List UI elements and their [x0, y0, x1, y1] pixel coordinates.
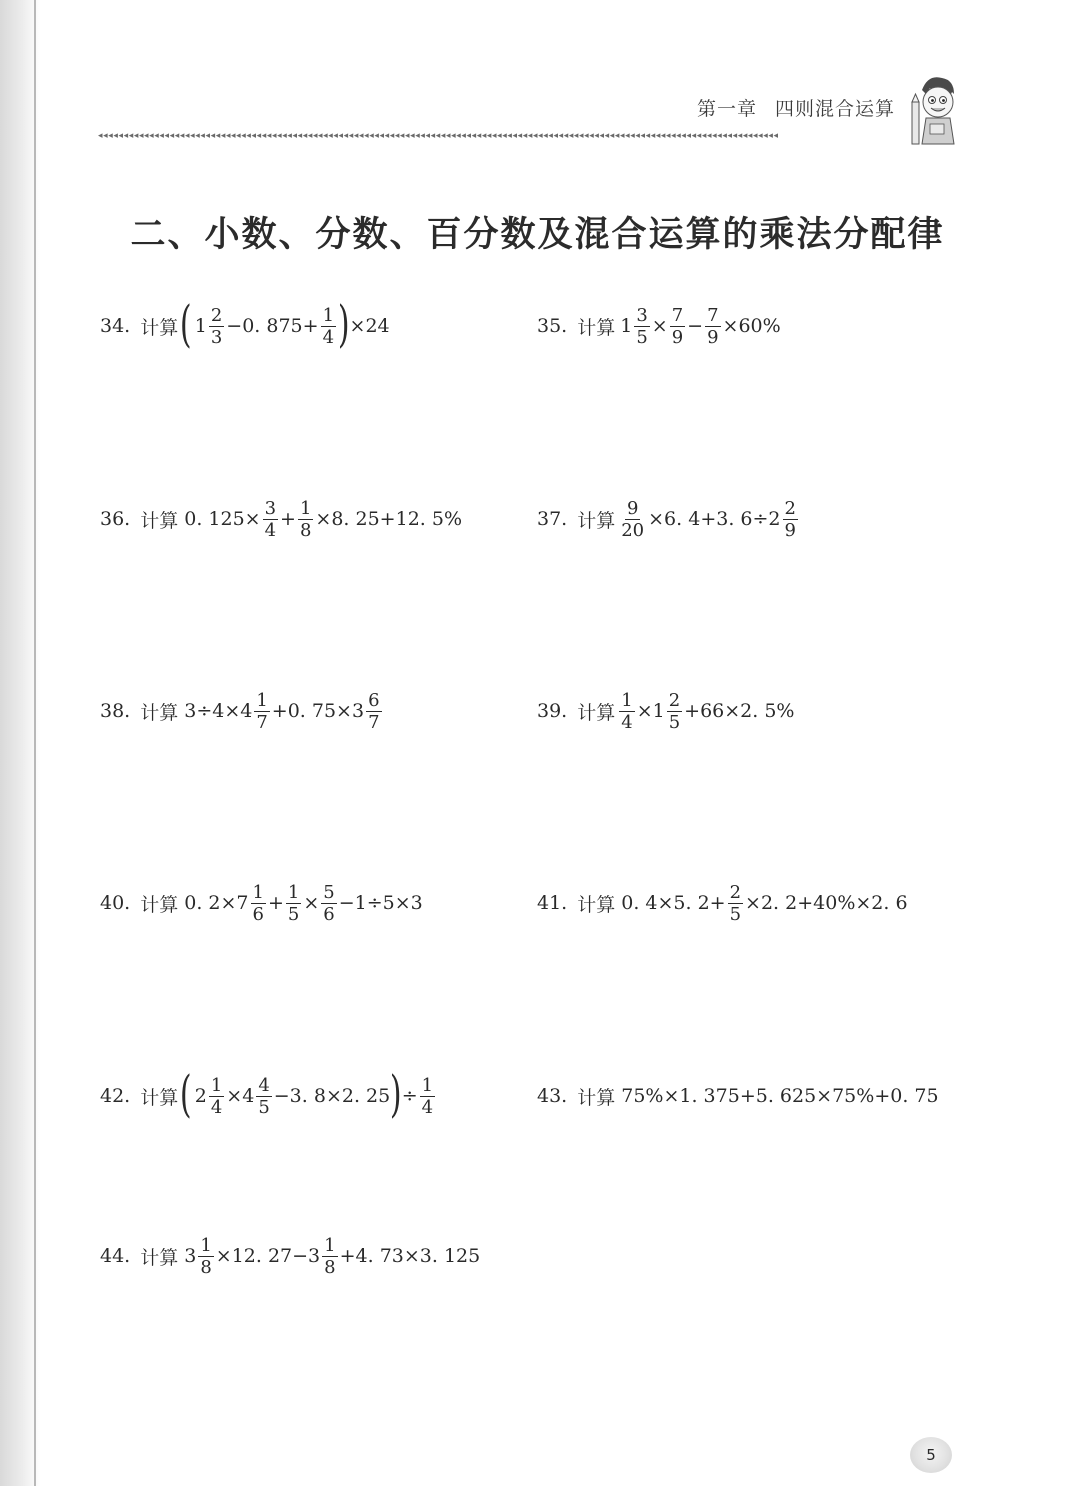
expr-text: −1÷5×3 [338, 892, 423, 914]
denominator: 4 [621, 711, 633, 733]
fraction [263, 498, 278, 541]
problem-44 [100, 1226, 480, 1286]
fraction [420, 1075, 435, 1118]
problem-42 [100, 1066, 437, 1126]
chapter-header [697, 94, 895, 121]
expr-text: +0. 75×3 [271, 700, 365, 722]
numerator: 1 [421, 1074, 434, 1096]
expr-text: × [303, 892, 320, 914]
expr-text: 0. 4×5. 2+ [621, 892, 726, 914]
problem-number: 40. [100, 892, 131, 914]
left-paren: ( [180, 1065, 192, 1123]
expr-text: × [651, 315, 668, 337]
denominator: 7 [368, 711, 380, 733]
expr-text: 75%×1. 375+5. 625×75%+0. 75 [621, 1085, 939, 1107]
dotted-arrow-rule: ◂◂◂◂◂◂◂◂◂◂◂◂◂◂◂◂◂◂◂◂◂◂◂◂◂◂◂◂◂◂◂◂◂◂◂◂◂◂◂◂◂◂◂◂◂◂◂◂◂◂◂◂◂◂◂◂◂◂◂◂◂◂◂◂◂◂◂◂◂◂◂◂◂◂◂◂◂◂◂◂◂◂◂◂◂◂◂◂◂◂◂◂◂◂◂◂◂◂◂◂◂◂◂◂◂◂◂◂◂◂◂◂◂◂◂◂◂◂◂◂◂◂◂◂◂◂◂◂◂◂◂◂◂ [98, 131, 779, 141]
fraction [634, 305, 649, 348]
denominator: 3 [210, 326, 223, 348]
numerator: 2 [210, 304, 223, 326]
expr-text: 1 [194, 315, 207, 337]
fraction [783, 498, 798, 541]
numerator: 7 [707, 304, 719, 326]
expr-text: 3 [184, 1245, 197, 1267]
expr-text: ×6. 4+3. 6÷2 [648, 508, 781, 530]
left-paren: ( [180, 295, 192, 353]
numerator: 1 [256, 689, 268, 711]
numerator: 1 [322, 304, 335, 326]
problem-prefix: 计算 [140, 701, 179, 724]
problem-36 [100, 489, 462, 549]
problem-prefix: 计算 [577, 316, 616, 339]
numerator: 2 [784, 497, 796, 519]
right-paren: ) [390, 1065, 402, 1123]
expr-text: − [687, 315, 704, 337]
expr-text: 2 [194, 1085, 207, 1107]
fraction [705, 305, 720, 348]
numerator: 1 [299, 497, 312, 519]
expr-text: −0. 875+ [226, 315, 319, 337]
denominator: 4 [264, 519, 277, 541]
numerator: 1 [324, 1234, 336, 1256]
fraction [251, 882, 266, 925]
expr-text: ×24 [349, 315, 390, 337]
denominator: 4 [421, 1096, 434, 1118]
problem-prefix: 计算 [140, 893, 179, 916]
expr-text: 0. 125× [184, 508, 261, 530]
denominator: 4 [322, 326, 335, 348]
problem-number: 37. [537, 508, 568, 530]
problem-number: 38. [100, 700, 131, 722]
denominator: 6 [323, 903, 335, 925]
fraction [298, 498, 313, 541]
expr-text: ×4 [226, 1085, 255, 1107]
denominator: 7 [256, 711, 268, 733]
denominator: 5 [668, 711, 681, 733]
problem-number: 35. [537, 315, 568, 337]
expr-text: + [280, 508, 296, 530]
problem-37 [537, 489, 800, 549]
fraction [667, 690, 682, 733]
denominator: 5 [729, 903, 742, 925]
denominator: 8 [299, 519, 312, 541]
numerator: 1 [252, 881, 264, 903]
fraction [321, 882, 336, 925]
problem-prefix: 计算 [577, 893, 616, 916]
denominator: 9 [707, 326, 719, 348]
page-number-badge [910, 1437, 952, 1473]
numerator: 5 [323, 881, 335, 903]
denominator: 8 [200, 1256, 212, 1278]
fraction [322, 1235, 337, 1278]
fraction [209, 1075, 224, 1118]
fraction [256, 1075, 271, 1118]
denominator: 9 [671, 326, 684, 348]
numerator: 2 [729, 881, 742, 903]
expr-text: ×1 [636, 700, 665, 722]
problem-prefix: 计算 [140, 509, 179, 532]
right-paren: ) [337, 295, 350, 353]
problem-number: 44. [100, 1245, 131, 1267]
denominator: 20 [621, 519, 645, 541]
problem-prefix: 计算 [140, 1246, 179, 1269]
expr-text: + [267, 892, 284, 914]
denominator: 5 [287, 903, 300, 925]
numerator: 4 [258, 1074, 270, 1096]
fraction [209, 305, 224, 348]
chapter-label: 第一章 [696, 98, 757, 120]
problem-38 [100, 681, 384, 741]
expr-text: ×2. 2+40%×2. 6 [745, 892, 908, 914]
fraction [286, 882, 301, 925]
fraction [254, 690, 269, 733]
expr-text: ×12. 27−3 [215, 1245, 321, 1267]
expr-text: ×8. 25+12. 5% [315, 508, 463, 530]
numerator: 2 [668, 689, 681, 711]
problem-prefix: 计算 [577, 701, 616, 724]
expr-text: 1 [620, 315, 633, 337]
problem-number: 34. [100, 315, 131, 337]
fraction [670, 305, 685, 348]
denominator: 4 [210, 1096, 223, 1118]
numerator: 7 [671, 304, 684, 326]
problem-prefix: 计算 [577, 509, 616, 532]
fraction [321, 305, 336, 348]
denominator: 9 [784, 519, 796, 541]
expr-text: ÷ [401, 1085, 418, 1107]
problem-prefix: 计算 [140, 1086, 179, 1109]
problem-number: 41. [537, 892, 568, 914]
problem-number: 42. [100, 1085, 131, 1107]
numerator: 1 [287, 881, 300, 903]
problem-number: 39. [537, 700, 568, 722]
numerator: 3 [636, 304, 648, 326]
problem-40 [100, 873, 423, 933]
problem-43 [537, 1066, 939, 1126]
page-number: 5 [926, 1446, 936, 1464]
problem-number: 43. [537, 1085, 568, 1107]
expr-text: ×60% [722, 315, 781, 337]
chapter-title: 四则混合运算 [774, 98, 895, 120]
numerator: 3 [264, 497, 277, 519]
numerator: 1 [210, 1074, 223, 1096]
expr-text: +66×2. 5% [684, 700, 795, 722]
numerator: 6 [368, 689, 380, 711]
fraction [198, 1235, 213, 1278]
problem-prefix: 计算 [140, 316, 179, 339]
expr-text: 0. 2×7 [184, 892, 249, 914]
section-title: 二、小数、分数、百分数及混合运算的乘法分配律 [130, 214, 945, 255]
expr-text: −3. 8×2. 25 [273, 1085, 391, 1107]
denominator: 6 [252, 903, 264, 925]
denominator: 5 [258, 1096, 270, 1118]
problem-number: 36. [100, 508, 131, 530]
problem-34 [100, 296, 390, 356]
numerator: 1 [200, 1234, 212, 1256]
fraction [619, 690, 634, 733]
denominator: 5 [636, 326, 648, 348]
denominator: 8 [324, 1256, 336, 1278]
fraction [366, 690, 381, 733]
fraction [619, 498, 646, 541]
fraction [728, 882, 743, 925]
numerator: 1 [621, 689, 633, 711]
problem-prefix: 计算 [577, 1086, 616, 1109]
problem-39 [537, 681, 794, 741]
problem-41 [537, 873, 908, 933]
expr-text: 3÷4×4 [184, 700, 253, 722]
expr-text: +4. 73×3. 125 [339, 1245, 481, 1267]
problem-35 [537, 296, 781, 356]
numerator: 9 [626, 497, 639, 519]
